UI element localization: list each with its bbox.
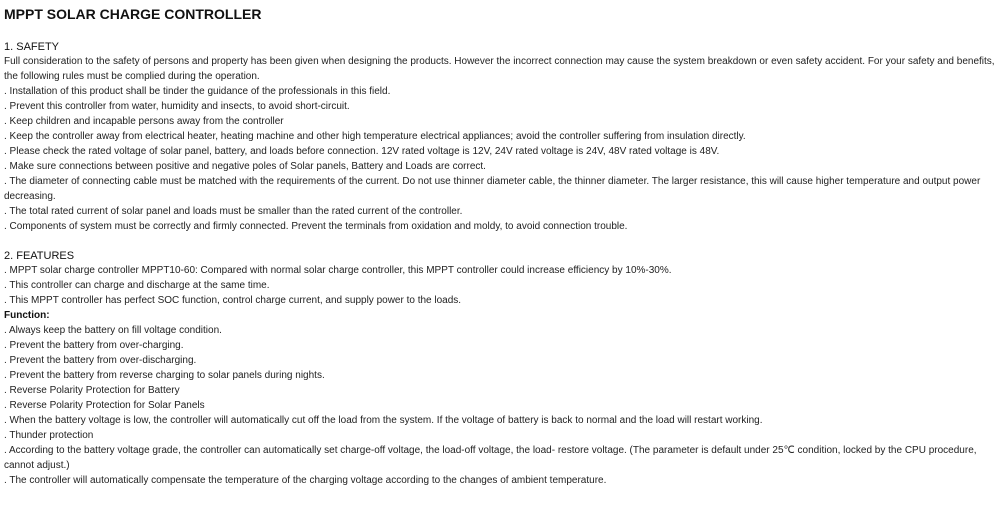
function-item: . Prevent the battery from reverse charging to solar panels during nights. (4, 370, 325, 381)
document-title: MPPT SOLAR CHARGE CONTROLLER (4, 6, 262, 22)
function-item: . According to the battery voltage grade, the controller can automatically set charge-off voltage, the load-off voltage, the load- restore voltage. (The parameter is default under 25℃ condition, locked by the CPU procedure, cannot adjust.) (4, 445, 977, 471)
safety-item: . Components of system must be correctly and firmly connected. Prevent the terminals from oxidation and moldy, to avoid connection trouble. (4, 221, 628, 232)
safety-item: . Installation of this product shall be tinder the guidance of the professionals in this field. (4, 86, 391, 97)
features-list (4, 263, 996, 308)
safety-item: . Make sure connections between positive and negative poles of Solar panels, Battery and Loads are correct. (4, 161, 486, 172)
function-item: . When the battery voltage is low, the controller will automatically cut off the load from the system. If the voltage of battery is back to normal and the load will restart working. (4, 415, 763, 426)
section-spacer (4, 234, 996, 249)
function-heading: Function: (4, 310, 50, 321)
safety-list (4, 84, 996, 234)
function-item: . Thunder protection (4, 430, 94, 441)
function-item: . Reverse Polarity Protection for Battery (4, 385, 180, 396)
feature-item: . This MPPT controller has perfect SOC function, control charge current, and supply power to the loads. (4, 295, 462, 306)
safety-intro: Full consideration to the safety of persons and property has been given when designing the products. However the incorrect connection may cause the system breakdown or even safety accident. For your safety and benefits, the following rules must be complied during the operation. (4, 56, 995, 82)
safety-heading: 1. SAFETY (4, 41, 60, 53)
function-item: . Reverse Polarity Protection for Solar Panels (4, 400, 205, 411)
features-heading: 2. FEATURES (4, 250, 75, 262)
safety-item: . The total rated current of solar panel and loads must be smaller than the rated current of the controller. (4, 206, 463, 217)
feature-item: . This controller can charge and discharge at the same time. (4, 280, 270, 291)
safety-item: . Keep children and incapable persons away from the controller (4, 116, 284, 127)
function-item: . Prevent the battery from over-charging. (4, 340, 184, 351)
safety-item: . Please check the rated voltage of solar panel, battery, and loads before connection. 12V rated voltage is 12V, 24V rated voltage is 24V, 48V rated voltage is 48V. (4, 146, 720, 157)
function-item: . The controller will automatically compensate the temperature of the charging voltage according to the changes of ambient temperature. (4, 475, 607, 486)
function-item: . Always keep the battery on fill voltage condition. (4, 325, 222, 336)
safety-item: . Keep the controller away from electrical heater, heating machine and other high temperature electrical appliances; avoid the controller suffering from insulation directly. (4, 131, 746, 142)
safety-item: . Prevent this controller from water, humidity and insects, to avoid short-circuit. (4, 101, 350, 112)
safety-item: . The diameter of connecting cable must be matched with the requirements of the current. Do not use thinner diameter cable, the thinner diameter. The larger resistance, this will cause higher temperature and output power decreasing. (4, 176, 981, 202)
feature-item: . MPPT solar charge controller MPPT10-60: Compared with normal solar charge controller, this MPPT controller could increase efficiency by 10%-30%. (4, 265, 672, 276)
function-list (4, 323, 996, 488)
function-item: . Prevent the battery from over-discharging. (4, 355, 197, 366)
